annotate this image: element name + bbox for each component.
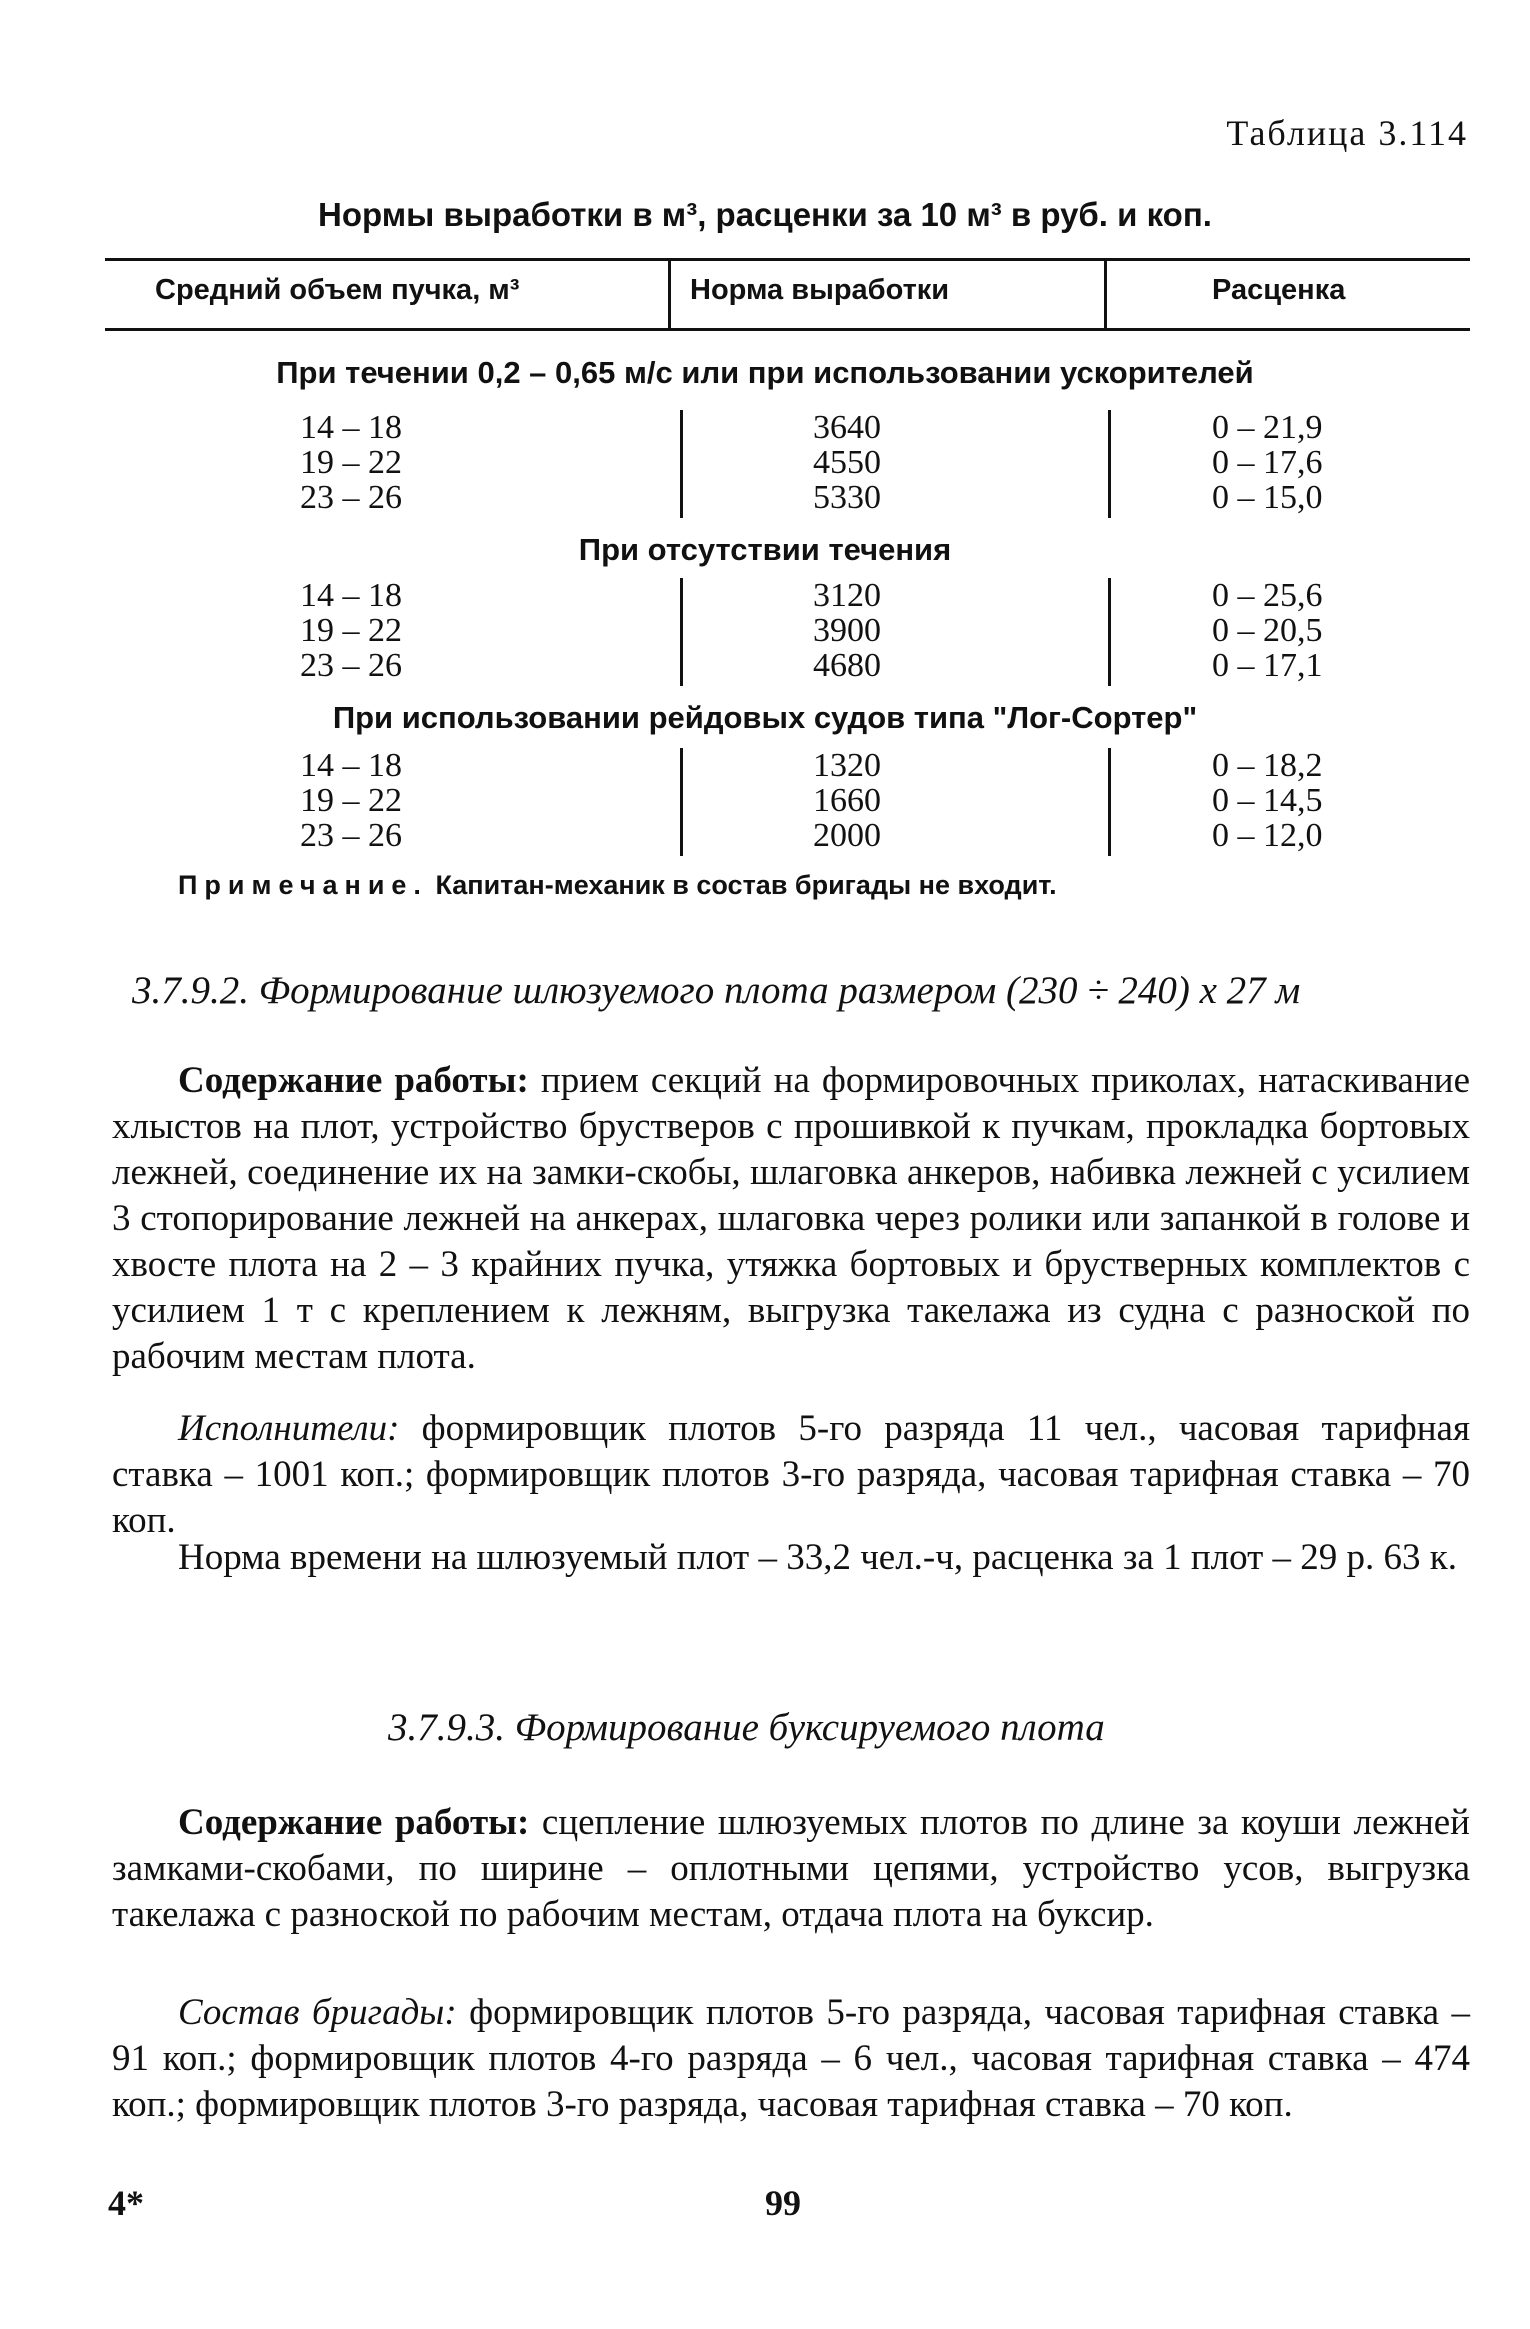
- header-divider-1: [668, 258, 671, 330]
- page-number: 99: [765, 2183, 801, 2223]
- header-divider-2: [1104, 258, 1107, 330]
- paragraph-norm: [112, 1535, 1470, 1581]
- signature-mark: 4*: [108, 2183, 144, 2223]
- cell-norm: 1320: [813, 747, 881, 784]
- note-text: Капитан-механик в состав бригады не входит.: [435, 870, 1057, 900]
- table-rule-header: [105, 328, 1470, 331]
- note-label: Примечание.: [178, 870, 428, 900]
- table-rule-top: [105, 258, 1470, 261]
- content-label: Содержание работы:: [178, 1060, 529, 1101]
- paragraph-content: [112, 1058, 1470, 1380]
- paragraph-workers: [112, 1406, 1470, 1544]
- group-heading: При течении 0,2 – 0,65 м/с или при использовании ускорителей: [276, 355, 1254, 390]
- norm-text: Норма времени на шлюзуемый плот – 33,2 чел.-ч, расценка за 1 плот – 29 р. 63 к.: [178, 1537, 1458, 1578]
- cell-volume: 19 – 22: [300, 782, 402, 819]
- column-header-volume: Средний объем пучка, м³: [155, 274, 520, 306]
- content-text: сцепление шлюзуемых плотов по длине за коуши лежней замками-скобами, по ширине – оплотными цепями, устройство усов, выгрузка такелажа с разноской по рабочим местам, отдача плота на буксир.: [112, 1802, 1470, 1935]
- content-label: Содержание работы:: [178, 1802, 530, 1843]
- cell-norm: 4680: [813, 647, 881, 684]
- cell-volume: 23 – 26: [300, 817, 402, 854]
- section-title: 3.7.9.2. Формирование шлюзуемого плота размером (230 ÷ 240) x 27 м: [132, 969, 1301, 1012]
- cell-norm: 2000: [813, 817, 881, 854]
- crew-label: Состав бригады:: [178, 1992, 457, 2033]
- table-title: Нормы выработки в м³, расценки за 10 м³ в руб. и коп.: [318, 196, 1212, 233]
- workers-text: формировщик плотов 5-го разряда 11 чел., часовая тарифная ставка – 1001 коп.; формировщик плотов 3-го разряда, часовая тарифная ставка – 70 коп.: [112, 1408, 1470, 1541]
- cell-norm: 4550: [813, 444, 881, 481]
- cell-volume: 14 – 18: [300, 747, 402, 784]
- cell-price: 0 – 18,2: [1212, 747, 1323, 784]
- cell-price: 0 – 12,0: [1212, 817, 1323, 854]
- cell-price: 0 – 15,0: [1212, 479, 1323, 516]
- cell-price: 0 – 14,5: [1212, 782, 1323, 819]
- cell-price: 0 – 20,5: [1212, 612, 1323, 649]
- cell-price: 0 – 25,6: [1212, 577, 1323, 614]
- cell-volume: 19 – 22: [300, 444, 402, 481]
- paragraph-content: [112, 1800, 1470, 1938]
- section-title: 3.7.9.3. Формирование буксируемого плота: [388, 1706, 1105, 1749]
- cell-volume: 19 – 22: [300, 612, 402, 649]
- workers-label: Исполнители:: [178, 1408, 400, 1449]
- table-label: Таблица 3.114: [1226, 113, 1468, 153]
- crew-text: формировщик плотов 5-го разряда, часовая тарифная ставка – 91 коп.; формировщик плотов 4-го разряда – 6 чел., часовая тарифная ставка – 474 коп.; формировщик плотов 3-го разряда, часовая тарифная ставка – 70 коп.: [112, 1992, 1471, 2125]
- cell-price: 0 – 17,1: [1212, 647, 1323, 684]
- group-heading: При отсутствии течения: [578, 532, 952, 567]
- cell-norm: 3900: [813, 612, 881, 649]
- cell-norm: 3640: [813, 409, 881, 446]
- cell-volume: 23 – 26: [300, 647, 402, 684]
- cell-norm: 3120: [813, 577, 881, 614]
- column-header-norm: Норма выработки: [690, 274, 950, 306]
- group-heading: При использовании рейдовых судов типа "Лог-Сортер": [332, 700, 1198, 735]
- cell-volume: 14 – 18: [300, 577, 402, 614]
- cell-norm: 1660: [813, 782, 881, 819]
- cell-volume: 23 – 26: [300, 479, 402, 516]
- column-header-price: Расценка: [1212, 274, 1346, 306]
- content-text: прием секций на формировочных приколах, натаскивание хлыстов на плот, устройство брустверов с прошивкой к пучкам, прокладка бортовых лежней, соединение их на замки-скобы, шлаговка анкеров, набивка лежней с усилием 3 стопорирование лежней на анкерах, шлаговка через ролики или запанкой в голове и хвосте плота на 2 – 3 крайних пучка, утяжка бортовых и брустверных комплектов с усилием 1 т с креплением к лежням, выгрузка такелажа из судна с разноской по рабочим местам плота.: [112, 1060, 1471, 1377]
- table-note: [178, 870, 1057, 901]
- paragraph-crew: [112, 1990, 1470, 2128]
- cell-price: 0 – 21,9: [1212, 409, 1323, 446]
- cell-norm: 5330: [813, 479, 881, 516]
- cell-volume: 14 – 18: [300, 409, 402, 446]
- cell-price: 0 – 17,6: [1212, 444, 1323, 481]
